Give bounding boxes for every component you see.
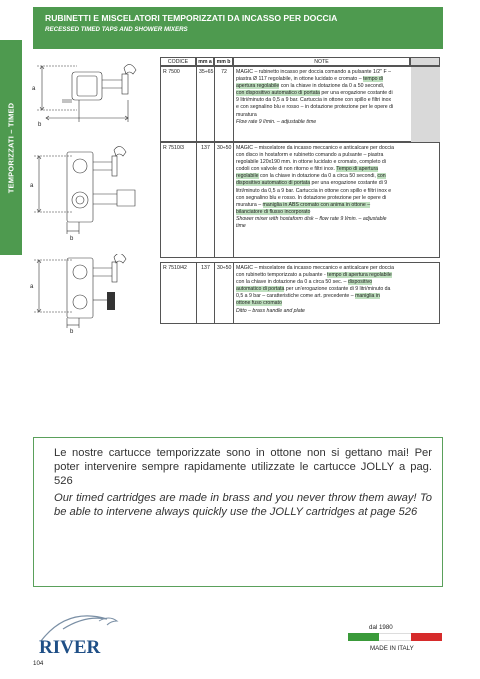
column-header-mm-a: mm a <box>196 57 214 66</box>
thumbnail-slot <box>411 67 440 142</box>
since-year: dal 1980 <box>369 624 393 631</box>
page-title: RUBINETTI E MISCELATORI TEMPORIZZATI DA INCASSO PER DOCCIA <box>45 13 338 23</box>
product-row <box>160 142 440 258</box>
technical-drawing-r7510-3 <box>22 142 152 242</box>
product-note-en: Shower mixer with hostaform disk – flow rate 9 l/min. – adjustable time <box>236 215 387 230</box>
technical-drawing-r7500 <box>22 58 152 138</box>
svg-text:a: a <box>32 86 36 92</box>
product-code: R 7510/3 <box>161 143 197 257</box>
product-mm-a: 35÷65 <box>197 67 215 141</box>
column-header-mm-b: mm b <box>214 57 233 66</box>
column-header-blank <box>410 57 440 66</box>
column-header-code: CODICE <box>160 57 196 66</box>
svg-text:a: a <box>30 284 34 290</box>
product-mm-a: 137 <box>197 143 215 257</box>
product-mm-b: 30÷50 <box>215 143 234 257</box>
product-code: R 7500 <box>161 67 197 141</box>
column-header-note: NOTE <box>233 57 410 66</box>
product-note-en: Ditto – brass handle and plate <box>236 307 305 314</box>
info-text-english: Our timed cartridges are made in brass and you never throw them away! To be able to intervene always quickly use the JOLLY cartridges at page 526 <box>54 492 432 519</box>
river-logo <box>37 613 132 658</box>
product-code: R 7510/42 <box>161 263 197 323</box>
technical-drawing-r7510-42 <box>22 254 152 334</box>
product-note: MAGIC – miscelatore da incasso meccanico e anticalcare per doccia con disco in hostaform e rubinetto comando a pulsante – piastra regolabile 120x190 mm. in ottone lucidato e cromato, completo di codoli con valvole di non ritorno e filtri inox. Tempo di apertura regolabile con la chiave in dotazione da 0 a circa 50 secondi, con dispositivo automatico di portata per una erogazione costante di 9 litri/minuto da 0,5 a 9 bar. Cartuccia in ottone con spillo e filtri inox e con segnalino blu e rosso. In dotazione protezione per le opere di muratura – maniglia in ABS cromato con anima in ottone – bilanciatore di flusso incorporato Shower mixer with hostaform disk – flow rate 9 l/min. – adjustable time <box>236 145 395 230</box>
product-note: MAGIC – rubinetto incasso per doccia comando a pulsante 1/2" F – piastra Ø 117 regolabile, in ottone lucidato e cromato – tempo di apertura regolabile con la chiave in dotazione da 0 a 50 secondi, con dispositivo automatico di portata per una erogazione costante di 9 litri/minuto da 0,5 a 9 bar. Cartuccia in ottone con spillo e filtri inox e con segnalino blu e rosso – in dotazione protezione per le opere di muratura Flow rate 9 l/min. – adjustable time <box>236 69 394 125</box>
page-number: 104 <box>33 660 44 667</box>
made-in-italy: MADE IN ITALY <box>370 645 414 652</box>
side-section-tab <box>0 40 22 255</box>
product-note-en: Flow rate 9 l/min. – adjustable time <box>236 118 317 125</box>
italian-flag-stripe <box>348 633 442 641</box>
page-header <box>33 7 443 49</box>
side-section-label: TEMPORIZZATI – TIMED <box>6 102 16 194</box>
info-box <box>33 437 443 587</box>
product-row <box>160 262 440 324</box>
svg-text:b: b <box>70 329 74 334</box>
brand-wordmark: RIVER <box>39 637 101 658</box>
svg-text:b: b <box>38 122 42 128</box>
svg-text:b: b <box>70 236 74 242</box>
info-text-italian: Le nostre cartucce temporizzate sono in ottone non si gettano mai! Per poter intervenire sempre rapidamente utilizzate le cartucce JOLLY a pag. 526 <box>54 447 432 488</box>
product-mm-b: 30÷50 <box>215 263 234 323</box>
product-mm-a: 137 <box>197 263 215 323</box>
product-note: MAGIC – miscelatore da incasso meccanico e anticalcare per doccia con rubinetto temporizzato a pulsante - tempo di apertura regolabile con la chiave in dotazione da 0 a circa 50 sec. – dispositivo automatico di portata per un'erogazione costante di 9 litri/minuto da 0,5 a 9 bar – caratteristiche come art. precedente – maniglia in ottone fuso cromato Ditto – brass handle and plate <box>236 265 395 314</box>
product-mm-b: 72 <box>215 67 234 141</box>
page-subtitle: RECESSED TIMED TAPS AND SHOWER MIXERS <box>45 26 188 33</box>
svg-text:a: a <box>30 183 34 189</box>
product-row <box>160 66 440 142</box>
